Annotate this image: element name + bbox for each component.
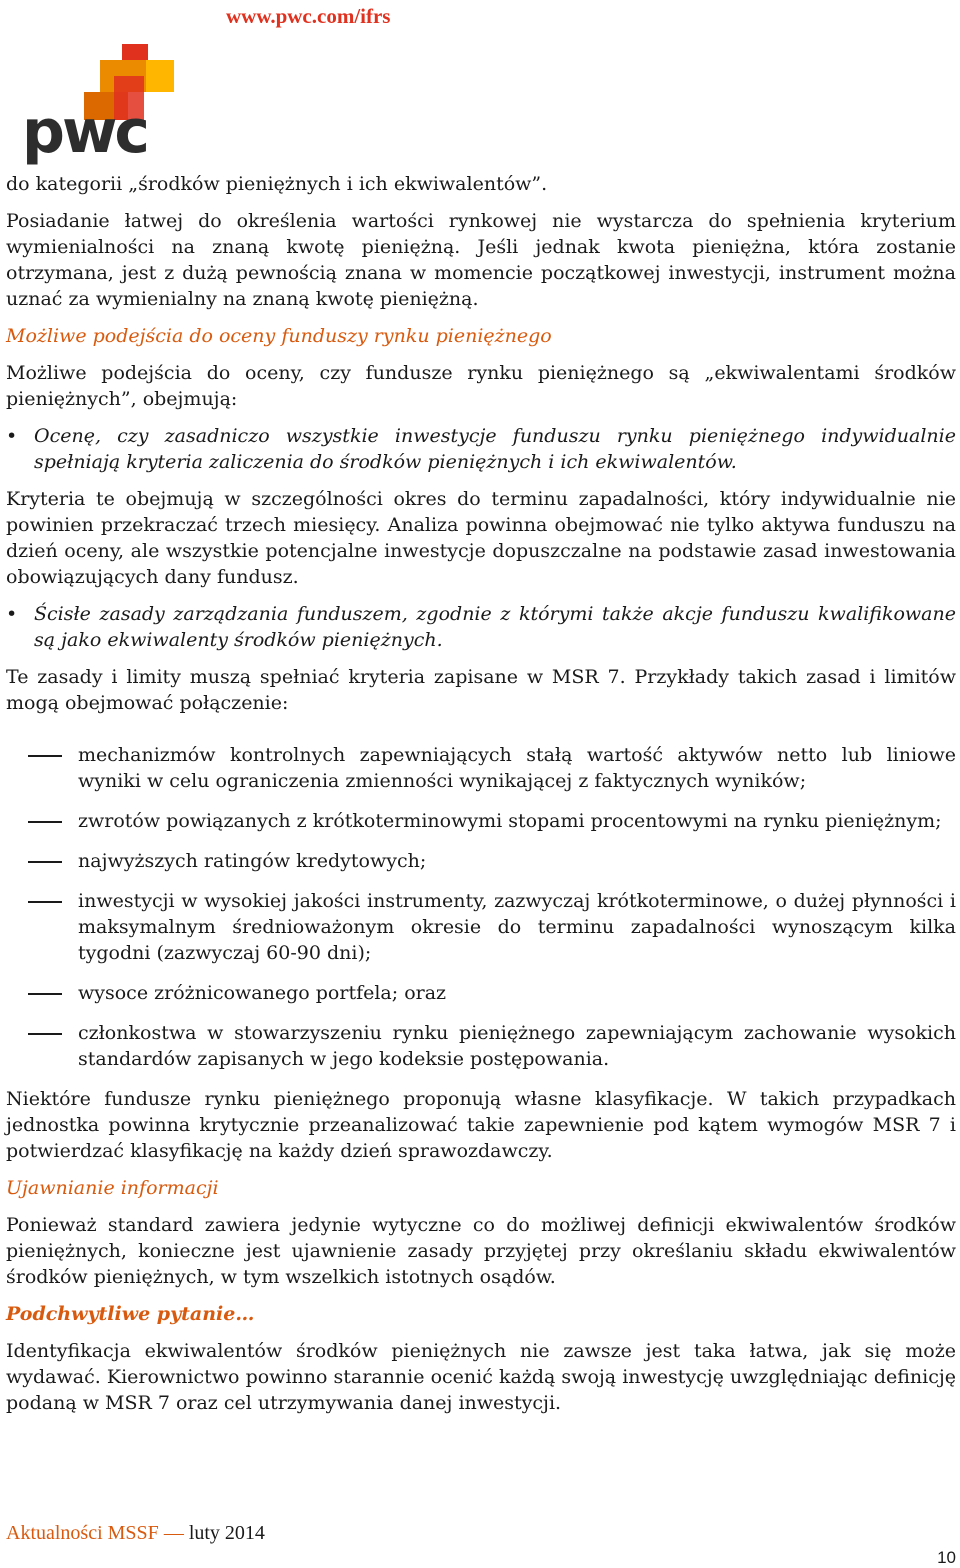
dash-list — [6, 742, 956, 1072]
section-heading: Podchwytliwe pytanie… — [6, 1303, 255, 1325]
list-item: wysoce zróżnicowanego portfela; oraz — [6, 980, 956, 1006]
paragraph: Możliwe podejścia do oceny, czy fundusze rynku pieniężnego są „ekwiwalentami środków pieniężnych”, obejmują: — [6, 362, 956, 410]
bullet-text: Ocenę, czy zasadniczo wszystkie inwestycje funduszu rynku pieniężnego indywidualnie spełniają kryteria zaliczenia do środków pieniężnych i ich ekwiwalentów. — [34, 425, 956, 473]
paragraph: Kryteria te obejmują w szczególności okres do terminu zapadalności, który indywidualnie nie powinien przekraczać trzech miesięcy. Analiza powinna obejmować nie tylko aktywa funduszu na dzień oceny, ale wszystkie potencjalne inwestycje dopuszczalne na podstawie zasad inwestowania obowiązujących dany fundusz. — [6, 488, 956, 588]
footer-brand: Aktualności MSSF — [6, 1522, 159, 1544]
pwc-logo-text: pwc — [22, 97, 147, 167]
page-number: 10 — [937, 1548, 956, 1567]
paragraph: Ponieważ standard zawiera jedynie wytyczne co do możliwej definicji ekwiwalentów środków pieniężnych, konieczne jest ujawnienie zasady przyjętej przy określaniu składu ekwiwalentów środków pieniężnych, w tym wszelkich istotnych osądów. — [6, 1214, 956, 1288]
bullet-icon: • — [6, 425, 18, 447]
footer-separator: — — [163, 1522, 184, 1544]
document-body — [6, 171, 956, 1427]
dash-icon — [28, 821, 62, 823]
dash-icon — [28, 993, 62, 995]
list-item: członkostwa w stowarzyszeniu rynku pieniężnego zapewniającym zachowanie wysokich standardów zapisanych w jego kodeksie postępowania. — [6, 1020, 956, 1072]
pwc-logo — [22, 40, 187, 170]
paragraph: Niektóre fundusze rynku pieniężnego proponują własne klasyfikacje. W takich przypadkach jednostka powinna krytycznie przeanalizować takie zapewnienie pod kątem wymogów MSR 7 i potwierdzać klasyfikację na każdy dzień sprawozdawczy. — [6, 1088, 956, 1162]
header-url[interactable]: www.pwc.com/ifrs — [226, 4, 391, 28]
paragraph: Identyfikacja ekwiwalentów środków pieniężnych nie zawsze jest taka łatwa, jak się może wydawać. Kierownictwo powinno starannie ocenić każdą swoją inwestycję uwzględniając definicję podaną w MSR 7 oraz cel utrzymywania danej inwestycji. — [6, 1340, 956, 1414]
dash-icon — [28, 901, 62, 903]
dash-icon — [28, 1033, 62, 1035]
bullet-item — [6, 601, 956, 653]
paragraph: Posiadanie łatwej do określenia wartości rynkowej nie wystarcza do spełnienia kryterium wymienialności na znaną kwotę pieniężną. Jeśli jednak kwota pieniężna, która zostanie otrzymana, jest z dużą pewnością znana w momencie początkowej inwestycji, instrument można uznać za wymienialny na znaną kwotę pieniężną. — [6, 210, 956, 310]
paragraph: do kategorii „środków pieniężnych i ich ekwiwalentów”. — [6, 173, 548, 195]
section-heading: Możliwe podejścia do oceny funduszy rynku pieniężnego — [6, 325, 552, 347]
list-item: zwrotów powiązanych z krótkoterminowymi stopami procentowymi na rynku pieniężnym; — [6, 808, 956, 834]
paragraph: Te zasady i limity muszą spełniać kryteria zapisane w MSR 7. Przykłady takich zasad i limitów mogą obejmować połączenie: — [6, 666, 956, 714]
bullet-item — [6, 423, 956, 475]
dash-icon — [28, 861, 62, 863]
list-item: najwyższych ratingów kredytowych; — [6, 848, 956, 874]
list-item: mechanizmów kontrolnych zapewniających stałą wartość aktywów netto lub liniowe wyniki w celu ograniczenia zmienności wynikającej z faktycznych wyników; — [6, 742, 956, 794]
footer-date: luty 2014 — [188, 1522, 265, 1544]
section-heading: Ujawnianie informacji — [6, 1177, 219, 1199]
list-item: inwestycji w wysokiej jakości instrumenty, zazwyczaj krótkoterminowe, o dużej płynności i maksymalnym średnioważonym okresie do terminu zapadalności wynoszącym kilka tygodni (zazwyczaj 60-90 dni); — [6, 888, 956, 966]
bullet-icon: • — [6, 603, 18, 625]
footer — [6, 1522, 265, 1545]
bullet-text: Ścisłe zasady zarządzania funduszem, zgodnie z którymi także akcje funduszu kwalifikowane są jako ekwiwalenty środków pieniężnych. — [34, 603, 956, 651]
dash-icon — [28, 755, 62, 757]
